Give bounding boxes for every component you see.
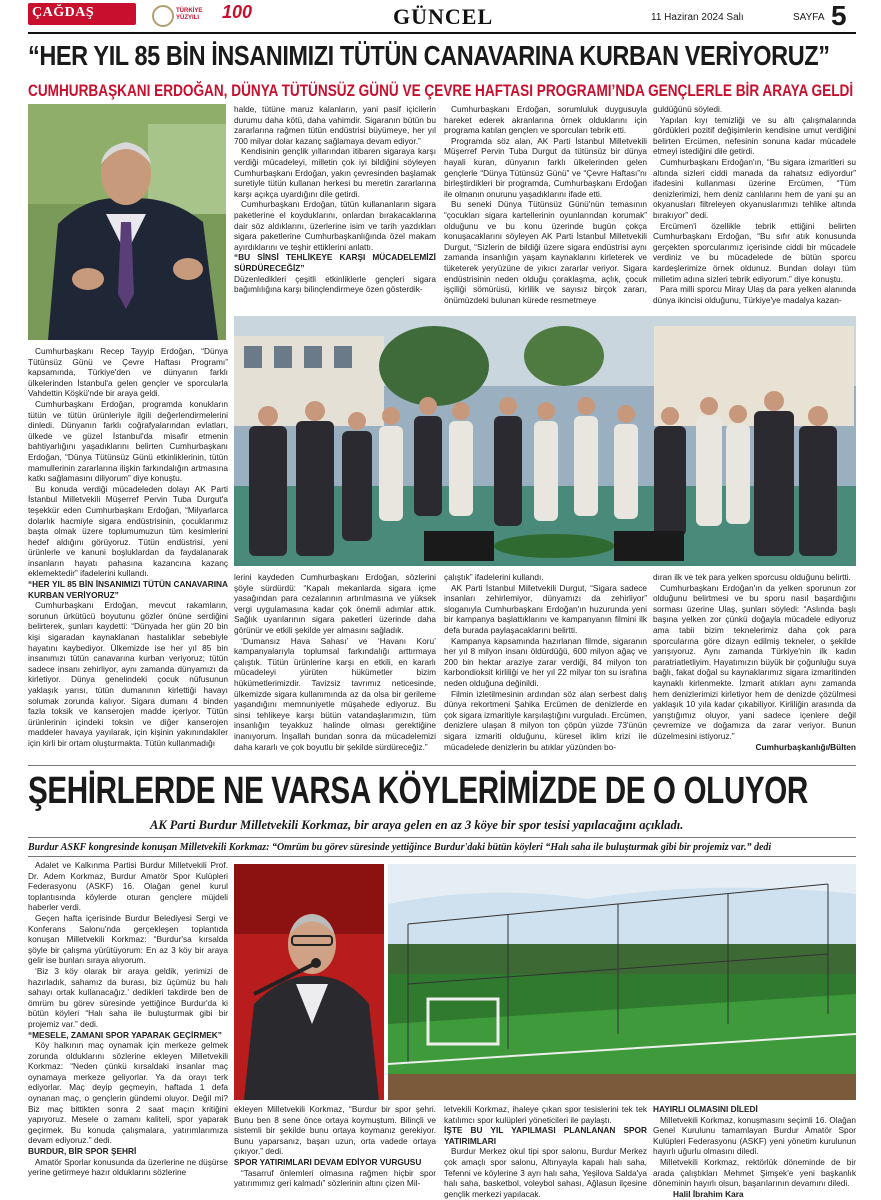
- paragraph: halde, tütüne maruz kalanların, yani pasif içicilerin durumu daha kötü, daha vahimdir. Sigaranın bütün bu zararlarına rağmen tütün endüstrisi büyümeye, her yıl 700 milyar dolar kazanç sağlamaya devam ediyor.”: [234, 104, 436, 146]
- paragraph: Cumhurbaşkanı Erdoğan'ın, “Bu sigara izmaritleri su altında sizleri ciddi manada da rahatsız ediyordur” ifadesini kullanması üzerine Ercümen, “Tüm denizlerimizi, hem deniz canlılarını hem de yani şu an okyanusları filtreleyen okyanuslarımızı tehlike altında bırakıyor” dedi.: [653, 156, 856, 220]
- paragraph: letvekili Korkmaz, ihaleye çıkan spor tesislerini tek tek katılımcı spor kulüpleri yöneticileri ile paylaştı.: [444, 1104, 647, 1125]
- paragraph: Milletvekili Korkmaz, konuşmasını seçimli 16. Olağan Genel Kurulunu tamamlayan Burdur Amatör Spor Kulüpleri Federasyonu (ASKF) yeni yönetim kurulunun hayırlı uğurlu olmasını diledi.: [653, 1114, 856, 1157]
- paragraph: guldüğünü söyledi.: [653, 104, 723, 114]
- paragraph: Köy halkının maç oynamak için merkeze gelmek zorunda olduklarını sözlerine ekleyen Milletvekili Korkmaz: “Neden çünkü kırsaldaki insanlar maç oynamaya merkeze geliyorlar. Ya da orayı terk ediyorlar. Maç deyip geçmeyin, haftada 1 defa oynanan maç, o gençlerin gündemi oluyor. Değil mi? Biz maç bittikten sonra 2 saat maçın kritiğini yapıyoruz. Mesele o zamanı kaliteli, spor yaparak geçirmek. Bu konuda çalışmalara, yatırımlarımıza devam ediyoruz.” dedi.: [28, 1040, 228, 1146]
- subheading: “BU SİNSİ TEHLİKEYE KARŞI MÜCADELEMİZİ SÜRDÜRECEĞİZ”: [234, 252, 436, 273]
- paragraph: Bu seneki Dünya Tütünsüz Günü'nün temasının “çocukları sigara kartellerinin oyunlarından korumak” olduğunu ve bu konu üzerinde bugün çokça konuşacaklarını söyleyen AK Parti İstanbul Milletvekili Durgut, “Sizlerin de bildiği üzere sigara endüstrisi aynı zamanda insanlığın yaşam kaynaklarını kirleterek ve tüketerek yeryüzüne de yıkıcı zararlar veriyor. Sigara endüstrisinin neden olduğu çoraklaşma, açlık, çocuk işçiliği sömürüsü, kirlilik ve sayısız birçok zararı, önümüzdeki bulunan kürede resmetmeye: [444, 199, 647, 305]
- header-divider: [28, 32, 856, 34]
- group-photo: [234, 316, 856, 566]
- century-logo: 100: [222, 2, 253, 22]
- page-number: 5: [831, 0, 847, 31]
- paragraph: AK Parti İstanbul Milletvekili Durgut, “Sigara sadece insanları zehirlemiyor, dünyamızı da zehirliyor” sloganıyla Cumhurbaşkanı Erdoğan'ın huzurunda yeni bir kampanya başlattıklarını ve kampanyanın filmini ilk defa burada paylaşacaklarını belirtti.: [444, 582, 647, 635]
- story2-headline: ŞEHİRLERDE NE VARSA KÖYLERİMİZDE DE O OLUYOR: [28, 770, 808, 812]
- story1-column-4-top: [653, 104, 856, 310]
- football-field-photo: [388, 864, 856, 1100]
- story2-deck: Burdur ASKF kongresinde konuşan Milletvekili Korkmaz: “Ömrüm bu görev süresinde yettiğince Burdur'daki bütün köyleri “Halı saha ile buluşturmak gibi bir projemiz var.” dedi: [28, 842, 772, 853]
- paragraph: ekleyen Milletvekili Korkmaz, “Burdur bir spor şehri. Bunu ben 8 sene önce ortaya koymuştum. Bilinçli ve sistemli bir şekilde bunu ortaya koymanız gerekiyor. Bunu yaparsanız, başarı uzun, orta vadede ortaya çıkıyor.” dedi.: [234, 1104, 436, 1157]
- paragraph: Bu konuda verdiği mücadeleden dolayı AK Parti İstanbul Milletvekili Müşerref Pervin Tuba Durgut'a teşekkür eden Cumhurbaşkanı Erdoğan, “Milyarlarca dolarlık hacmiyle sigara endüstrisinin, çocuklarımız başta olmak üzere toplumumuzun tüm kesimlerini hedef aldığını görüyoruz. Tütün endüstrisi, yeni ürünlerle ve kanuni boşluklardan da faydalanarak insanların hayatı pahasına kazancına kazanç eklemektedir” ifadelerini kullandı.: [28, 483, 228, 579]
- story1-column-3-bottom: [444, 572, 647, 764]
- issue-date: 11 Haziran 2024 Salı: [651, 12, 744, 23]
- paragraph: Geçen hafta içerisinde Burdur Belediyesi Sergi ve Konferans Salonu'nda gerçekleşen toplantıda konuşan Milletvekili Korkmaz: “Burdur'sa kırsalda şöyle bir çalışma yürütüyorum: En az 3 köy bir araya gelir ise bunları sıraya alıyorum.: [28, 912, 228, 966]
- korkmaz-photo: [234, 864, 384, 1100]
- subheading: İŞTE BU YIL YAPILMASI PLANLANAN SPOR YATIRIMLARI: [444, 1125, 647, 1146]
- paragraph: lerini kaydeden Cumhurbaşkanı Erdoğan, sözlerini şöyle sürdürdü: “Kapalı mekanlarda sigara içme yasağından para cezalarının artırılmasına ve yüksek vergi uygulamasına kadar çok önemli adımlar attık. Sağlık uyarılarının sigara paketleri üzerinde daha görünür ve etkili şekilde yer almasını sağladık.: [234, 572, 436, 635]
- section-divider: [28, 856, 856, 857]
- paragraph: dıran ilk ve tek para yelken sporcusu olduğunu belirtti.: [653, 572, 851, 582]
- paragraph: Cumhurbaşkanı Erdoğan, sorumluluk duygusuyla hareket ederek akranlarına örnek olduklarını için programa katılan gençlerı ve sporcuları tebrik etti.: [444, 104, 647, 136]
- story2-column-2: [234, 1104, 436, 1200]
- subheading: HAYIRLI OLMASINI DİLEDİ: [653, 1104, 758, 1114]
- subheading: “MESELE, ZAMANI SPOR YAPARAK GEÇİRMEK”: [28, 1029, 222, 1040]
- paragraph: çalıştık” ifadelerini kullandı.: [444, 572, 544, 582]
- paragraph: Kampanya kapsamında hazırlanan filmde, sigaranın her yıl 8 milyon insanı öldürdüğü, 600 milyon ağaç ve 200 bin hektar araziye zarar verdiği, 84 milyon ton karbondioksit kirliliği ve her yıl 22 milyar ton su israfına neden olduğuna değinildi.: [444, 635, 647, 688]
- paragraph: Ercümen'i özellikle tebrik ettiğini belirten Cumhurbaşkanı Erdoğan, “Bu sıfır atık konusunda gerçekten sporcularımız içerisinde ciddi bir mücadele verdiniz ve bu mücadelede de bütün sporcu kardeşlerimize örnek oldunuz. Bundan dolayı tüm milletim adına sizleri tebrik ediyorum.” diye konuştu.: [653, 220, 856, 284]
- paragraph: “Tasarruf önlemleri olmasına rağmen hiçbir spor yatırımımız geri kalmadı” sözlerinin altını çizen Mil-: [234, 1167, 436, 1189]
- paragraph: Para milli sporcu Miray Ulaş da para yelken alanında dünya ikincisi olduğunu, Türkiye'ye madalya kazan-: [653, 284, 856, 305]
- paragraph: Cumhurbaşkanı Erdoğan, tütün kullananların sigara paketlerine el koyduklarını, onlardan bırakacaklarına dair söz aldıklarını, üzerlerine isim ve tarih yazdıkları sigara paketlerine Cumhurbaşkanlığında özel makam ayırdıklarını ve teşhir ettiklerini anlattı.: [234, 199, 436, 252]
- paragraph: Adalet ve Kalkınma Partisi Burdur Milletvekili Prof. Dr. Adem Korkmaz, Burdur Amatör Spor Kulüpleri Federasyonu (ASKF) 16. Olağan genel kurul toplantısında köylerde oturan gençlere müjdeli haberler verdi.: [28, 860, 228, 913]
- paragraph: Cumhurbaşkanı Erdoğan, mevcut rakamların, sorunun ürkütücü boyutunu gözler önüne serdiğini belirterek, şunları kaydetti: “Dünyada her gün 20 bin kişi sigaradan kaynaklanan hastalıklar sebebiyle hayatını kaybediyor. Ülkemizde ise her yıl 85 bin insanımızı tütün canavarına kurban veriyoruz; tütün sadece insanı zehirliyor, aynı zamanda dünyamızı da kirletiyor. Dünya genelindeki çocuk nüfusunun yaklaşık yarısı, tütün dumanının kirlettiği havayı solumak zorunda kalıyor. Sigara dumanı 4 binden fazla toksik ve kanserojen madde içeriyor. Tütün ürünlerinin içindeki toksin ve diğer kanserojen maddeler havaya yayılarak, için kişinin yakınındakiler için kirli bir ortam oluşturmakta. Tütün kullanmadığı: [28, 600, 228, 748]
- paragraph: Cumhurbaşkanı Erdoğan'ın da yelken sporunun zor olduğunu belirtmesi ve bu sporu nasıl başardığını sorması üzerine Ulaş, şunları söyledi: “Aslında başlı başına yelken zor çünkü doğayla mücadele ediyoruz ama tabii bizim teknelerimiz daha çok para sporcularına göre dizayn edilmiş tekneler, o şekilde yarışıyoruz. Aynı zamanda Türkiye'nin ilk kadın paratriatletliyim. Hayatımızın büyük bir çoğunluğu suya bağlı, fakat doğal su kaynaklarımız sigara izmaritinden kaynaklı kirlenmekte. İzmarit atıkları aynı zamanda hem denizlerimizi kirletiyor hem de denizde çözülmesi yaklaşık 10 yıla kadar çıkabiliyor. Kirliliğin arasında da yarıştığımız oluyor, yani sadece içenlere değil çevremize ve doğamıza da zarar veriyor. Bunun düzelmesini istiyoruz.”: [653, 582, 856, 741]
- story2-subhead: AK Parti Burdur Milletvekili Korkmaz, bir araya gelen en az 3 köye bir spor tesisi yapılacağını açıkladı.: [150, 818, 684, 832]
- paragraph: Milletvekili Korkmaz, rektörlük döneminde de bir arada çalıştıkları Mehmet Şimşek'e yeni başkanlık döneminin hayırlı olsun, başarılarının devamını diledi.: [653, 1156, 856, 1189]
- erdogan-portrait-photo: [28, 104, 226, 340]
- section-divider: [28, 837, 856, 838]
- paragraph: ‘Dumansız Hava Sahası’ ve ‘Havanı Koru’ kampanyalarıyla toplumsal farkındalığı arttırmaya çalıştık. Tütün ürünlerine karşı en etkili, en kararlı mücadeleyi yürüten hükümetler bizim hükümetlerimizdir. Tavizsiz tavrımız neticesinde, ülkemizde sigara kullanımında az da olsa bir gerileme yaşandığını memnuniyetle müşahede ediyoruz. Bu sinsi tehlikeye karşı bütün vatandaşlarımızın, tüm insanlığın teyakkuz halinde olması gerektiğine inanıyorum. İnşallah bundan sonra da mücadelemizi daha kararlı ve çok boyutlu bir şekilde sürdüreceğiz.”: [234, 635, 436, 752]
- paragraph: Cumhurbaşkanı Erdoğan, programda konukların tütün ve tütün ürünleriyle ilgili değerlendirmelerini dinledi. Dünyanın farklı coğrafyalarından evlatları, ülkede ve güzel İstanbul'da misafir etmenin bahtiyarlığını yaşadıklarını belirten Cumhurbaşkanı Erdoğan, “Dünya Tütünsüz Günü etkinliklerinin, tütün mamullerinin zararlarına ilişkin farkındalığın artmasına katkı sağlamasını diliyorum” diye konuştu.: [28, 398, 228, 484]
- story1-column-3-top: [444, 104, 647, 310]
- paragraph: Burdur Merkez okul tipi spor salonu, Burdur Merkez çok amaçlı spor salonu, Altınyayla kapalı halı saha, Tefenni ve köylerine 3 ayrı halı saha, Yeşilova Salda'ya halı saha, basketbol, voleybol sahası, Ağlasun ilçesine gençlik merkezi yapılacak.: [444, 1146, 647, 1199]
- logo-name: ÇAĞDAŞ: [32, 5, 95, 20]
- paragraph: Programda söz alan, AK Parti İstanbul Milletvekili Müşerref Pervin Tuba Durgut da tütünsüz bir dünya hayali kuran, dünyanın farklı ülkelerinden gelen gençlerle “Dünya Tütünsüz Günü” ve “Çevre Haftası”nı birleştirdikleri bir programda, Cumhurbaşkanı Erdoğan ile olmanın onurunu yaşadıklarını ifade etti.: [444, 135, 647, 199]
- masthead: [0, 0, 881, 32]
- newspaper-logo[interactable]: [28, 3, 136, 25]
- story2-column-4: [653, 1104, 856, 1200]
- story1-column-1: [28, 346, 228, 764]
- photo-credit: Cumhurbaşkanlığı/Bülten: [755, 741, 856, 752]
- turkiye-yuzyili-logo: [152, 3, 212, 27]
- story1-headline: “HER YIL 85 BİN İNSANIMIZI TÜTÜN CANAVARINA KURBAN VERİYORUZ”: [28, 40, 830, 71]
- paragraph: Kendisinin gençlik yıllarından itibaren sigaraya karşı verdiği mücadeleyi, milletin çok iyi bildiğini söyleyen Cumhurbaşkanı Erdoğan, yakın çevresinden başlamak suretiyle tütün kullanan herkesi bu meretin zararlarına karşı açıkça uyardığını dile getirdi.: [234, 146, 436, 199]
- story1-column-2-top: [234, 104, 436, 310]
- story2-column-3: [444, 1104, 647, 1200]
- subheading: SPOR YATIRIMLARI DEVAM EDİYOR VURGUSU: [234, 1156, 422, 1167]
- story1-column-4-bottom: [653, 572, 856, 764]
- paragraph: Yapılan kıyı temizliği ve su altı çalışmalarında gördükleri pozitif değişimlerin kendisine umut verdiğini belirten Ercümen, nefesinin sonuna kadar mücadele etmeyi istediğini dile getirdi.: [653, 114, 856, 157]
- tyz-text: TÜRKİYE YÜZYILI: [176, 8, 203, 21]
- byline: Halil İbrahim Kara: [673, 1188, 744, 1199]
- emblem-icon: [152, 5, 174, 27]
- subheading: “HER YIL 85 BİN İNSANIMIZI TÜTÜN CANAVARINA KURBAN VERİYORUZ”: [28, 579, 228, 600]
- section-title: GÜNCEL: [393, 4, 494, 29]
- story2-column-1: [28, 860, 228, 1200]
- paragraph: Cumhurbaşkanı Recep Tayyip Erdoğan, “Dünya Tütünsüz Günü ve Çevre Haftası Programı” kapsamında, Türkiye'den ve dünyanın farklı ülkelerinden İstanbul'a gelen gençler ve sporcularla Vahdettin Köşkü'nde bir araya geldi.: [28, 346, 228, 399]
- paragraph: Filmin izletilmesinin ardından söz alan serbest dalış dünya rekortmeni Şahika Ercümen de denizlerde en çok sigara izmaritiyle karşılaştığını vurguladı. Ercümen, denizlere ulaşan 8 milyon ton çöpün yüzde 73'ünün sigara izmariti olduğunu, küresel iklim krizi ile mücadelede denizlerin bu atıklar yüzünden bo-: [444, 688, 647, 752]
- paragraph: ‘Biz 3 köy olarak bir araya geldik, yerimizi de hazırladık, sahamız da burası, biz üçümüz bu halı sahayı ortak kullanacağız.’ dedikleri takdirde ben de ömrüm bu görev süresinde yettiğince Burdur'da ki bütün köyleri “Halı saha ile buluşturmak gibi bir projemiz var.” dedi.: [28, 965, 228, 1029]
- page-label: SAYFA: [793, 12, 825, 23]
- subheading: BURDUR, BİR SPOR ŞEHRİ: [28, 1146, 137, 1157]
- story1-column-2-bottom: [234, 572, 436, 764]
- paragraph: Amatör Sporlar konusunda da üzerlerine ne düşürse yerine getirmeye hazır olduklarını sözlerine: [28, 1156, 228, 1178]
- paragraph: Düzenledikleri çeşitli etkinliklerle gençleri sigara bağımlılığına karşı bilinçlendirmeye özen gösterdik-: [234, 273, 436, 295]
- story1-subhead: CUMHURBAŞKANI ERDOĞAN, DÜNYA TÜTÜNSÜZ GÜNÜ VE ÇEVRE HAFTASI PROGRAMI’NDA GENÇLERLE BİR ARAYA GELDİ: [28, 81, 854, 100]
- section-divider: [28, 765, 856, 766]
